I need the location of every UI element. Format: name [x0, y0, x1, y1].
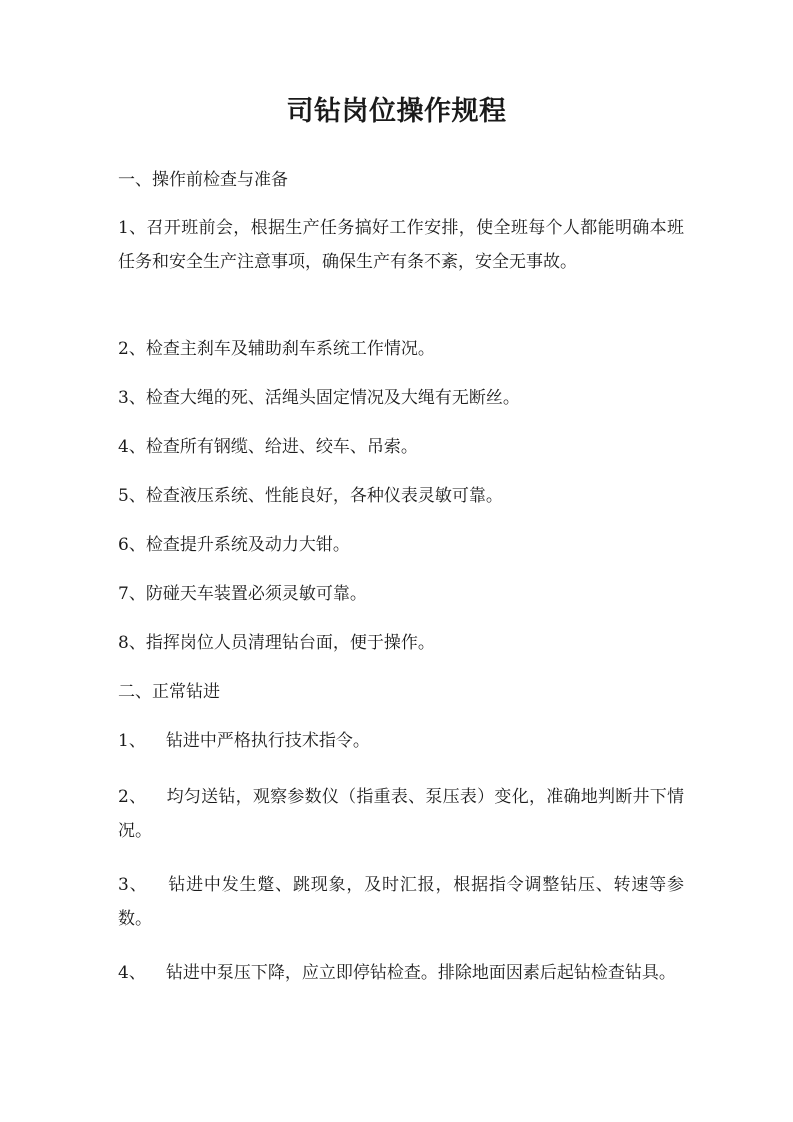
drill-item-4-number: 4、 — [118, 963, 146, 983]
drill-item-3-number: 3、 — [118, 875, 148, 895]
prep-item-8: 8、指挥岗位人员清理钻台面，便于操作。 — [118, 633, 435, 653]
drill-item-2 — [118, 780, 684, 848]
drill-item-3-text: 钻进中发生蹩、跳现象，及时汇报，根据指令调整钻压、转速等参数。 — [118, 875, 684, 929]
drill-item-1 — [118, 724, 684, 758]
prep-item-5: 5、检查液压系统、性能良好，各种仪表灵敏可靠。 — [118, 486, 503, 506]
prep-item-6: 6、检查提升系统及动力大钳。 — [118, 535, 350, 555]
drill-item-1-text: 钻进中严格执行技术指令。 — [165, 731, 370, 751]
prep-item-1: 1、召开班前会，根据生产任务搞好工作安排，使全班每个人都能明确本班任务和安全生产注意事项，确保生产有条不紊，安全无事故。 — [118, 218, 684, 272]
drill-item-3 — [118, 868, 684, 936]
drill-item-2-text: 均匀送钻，观察参数仪（指重表、泵压表）变化，准确地判断井下情况。 — [118, 787, 684, 841]
drill-item-1-number: 1、 — [118, 731, 146, 751]
prep-item-2: 2、检查主刹车及辅助刹车系统工作情况。 — [118, 339, 435, 359]
drill-item-4 — [118, 956, 684, 990]
prep-item-7: 7、防碰天车装置必须灵敏可靠。 — [118, 584, 367, 604]
prep-item-4: 4、检查所有钢缆、给进、绞车、吊索。 — [118, 437, 418, 457]
section-heading-preparation: 一、操作前检查与准备 — [118, 170, 288, 190]
drill-item-4-text: 钻进中泵压下降，应立即停钻检查。排除地面因素后起钻检查钻具。 — [165, 963, 676, 983]
document-title: 司钻岗位操作规程 — [286, 96, 507, 127]
section-heading-drilling: 二、正常钻进 — [118, 682, 220, 702]
drill-item-2-number: 2、 — [118, 787, 147, 807]
prep-item-3: 3、检查大绳的死、活绳头固定情况及大绳有无断丝。 — [118, 388, 520, 408]
